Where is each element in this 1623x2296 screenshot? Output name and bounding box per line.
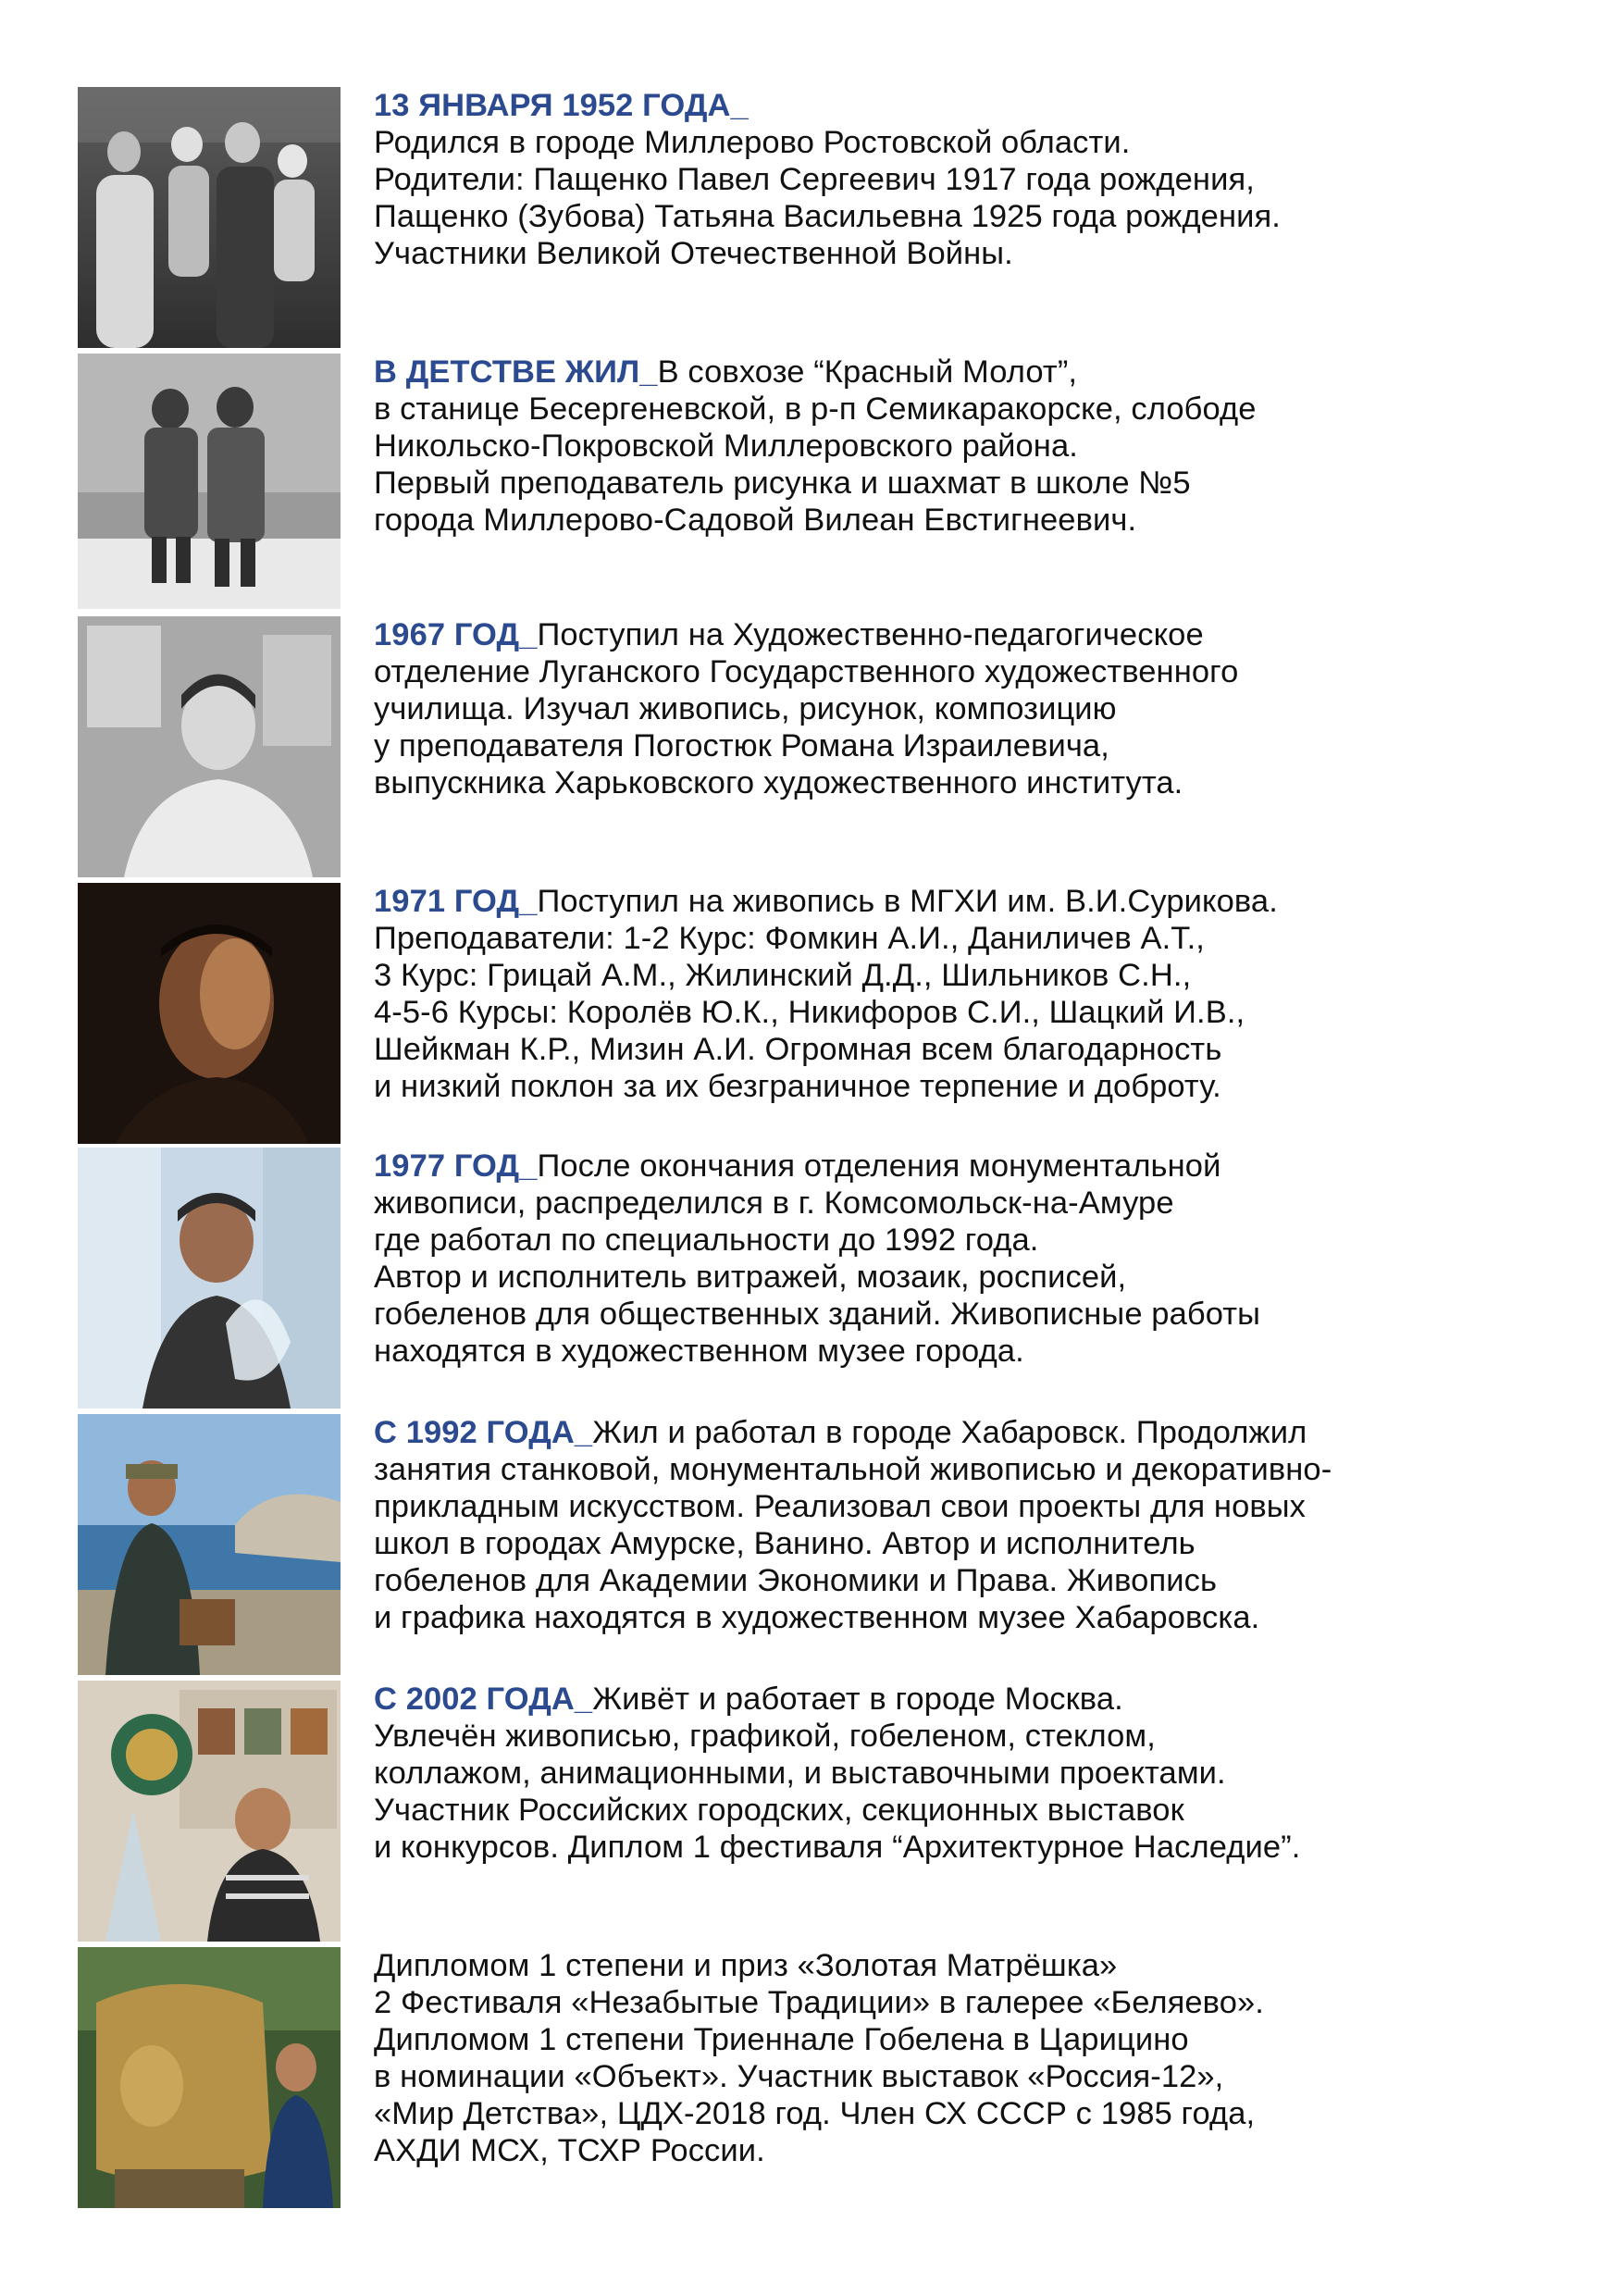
- entry-text: [374, 1148, 1577, 1370]
- student-photo: [78, 616, 341, 877]
- entry-first-line: Поступил на живопись в МГХИ им. В.И.Сурикова.: [537, 884, 1278, 919]
- entry-text: [374, 87, 1577, 272]
- entry-line: коллажом, анимационными, и выставочными проектами.: [374, 1756, 1226, 1791]
- entry-line: и графика находятся в художественном музее Хабаровска.: [374, 1600, 1260, 1635]
- entry-line: Участники Великой Отечественной Войны.: [374, 236, 1013, 271]
- entry-first-line: После окончания отделения монументальной: [537, 1148, 1221, 1184]
- entry-line: Пащенко (Зубова) Татьяна Васильевна 1925 года рождения.: [374, 199, 1281, 234]
- entry-text: [374, 354, 1577, 539]
- childhood-photo: [78, 354, 341, 609]
- entry-first-line: Дипломом 1 степени и приз «Золотая Матрёшка»: [374, 1948, 1118, 1983]
- entry-line: 2 Фестиваля «Незабытые Традиции» в галерее «Беляево».: [374, 1985, 1264, 2020]
- entry-line: Автор и исполнитель витражей, мозаик, росписей,: [374, 1260, 1127, 1295]
- entry-line: гобеленов для Академии Экономики и Права. Живопись: [374, 1563, 1218, 1598]
- entry-line: и конкурсов. Диплом 1 фестиваля “Архитектурное Наследие”.: [374, 1830, 1301, 1865]
- entry-line: в номинации «Объект». Участник выставок «Россия-12»,: [374, 2059, 1224, 2094]
- entry-heading: В ДЕТСТВЕ ЖИЛ_: [374, 354, 658, 390]
- entry-line: Родители: Пащенко Павел Сергеевич 1917 года рождения,: [374, 162, 1255, 197]
- seaside-photo: [78, 1414, 341, 1675]
- entry-heading: 13 ЯНВАРЯ 1952 ГОДА_: [374, 88, 749, 123]
- entry-line: у преподавателя Погостюк Романа Израилевича,: [374, 728, 1109, 763]
- entry-line: 4-5-6 Курсы: Королёв Ю.К., Никифоров С.И., Шацкий И.В.,: [374, 995, 1245, 1030]
- entry-line: Преподаватели: 1-2 Курс: Фомкин А.И., Даниличев А.Т.,: [374, 921, 1205, 956]
- entry-heading: 1971 ГОД_: [374, 884, 538, 919]
- entry-line: Никольско-Покровской Миллеровского района.: [374, 428, 1078, 464]
- entry-text: [374, 1414, 1577, 1636]
- entry-first-line: Жил и работал в городе Хабаровск. Продолжил: [592, 1415, 1307, 1450]
- entry-line: гобеленов для общественных зданий. Живописные работы: [374, 1297, 1261, 1332]
- entry-first-line: Живёт и работает в городе Москва.: [592, 1682, 1123, 1717]
- entry-line: Шейкман К.Р., Мизин А.И. Огромная всем благодарность: [374, 1032, 1222, 1067]
- entry-line: «Мир Детства», ЦДХ-2018 год. Член СХ СССР с 1985 года,: [374, 2096, 1256, 2131]
- entry-line: находятся в художественном музее города.: [374, 1334, 1024, 1369]
- entry-heading: 1977 ГОД_: [374, 1148, 538, 1184]
- entry-line: прикладным искусством. Реализовал свои проекты для новых: [374, 1489, 1307, 1524]
- monument-photo: [78, 1947, 341, 2208]
- entry-line: живописи, распределился в г. Комсомольск-на-Амуре: [374, 1185, 1174, 1221]
- entry-line: школ в городах Амурске, Ванино. Автор и исполнитель: [374, 1526, 1196, 1561]
- entry-line: города Миллерово-Садовой Вилеан Евстигнеевич.: [374, 503, 1137, 538]
- entry-line: Участник Российских городских, секционных выставок: [374, 1793, 1184, 1828]
- entry-line: Родился в городе Миллерово Ростовской области.: [374, 125, 1131, 160]
- entry-heading: 1967 ГОД_: [374, 617, 538, 652]
- entry-line: и низкий поклон за их безграничное терпение и доброту.: [374, 1069, 1221, 1104]
- entry-heading: С 1992 ГОДА_: [374, 1415, 593, 1450]
- entry-line: 3 Курс: Грицай А.М., Жилинский Д.Д., Шильников С.Н.,: [374, 958, 1192, 993]
- entry-line: выпускника Харьковского художественного института.: [374, 765, 1183, 800]
- portrait-photo: [78, 883, 341, 1144]
- entry-text: [374, 883, 1577, 1105]
- exhibition-photo: [78, 1681, 341, 1942]
- entry-heading: С 2002 ГОДА_: [374, 1682, 593, 1717]
- entry-text: [374, 616, 1577, 801]
- ice-sculpture-photo: [78, 1148, 341, 1409]
- entry-text: [374, 1947, 1577, 2169]
- entry-line: училища. Изучал живопись, рисунок, композицию: [374, 691, 1117, 726]
- entry-first-line: Поступил на Художественно-педагогическое: [537, 617, 1204, 652]
- family-photo: [78, 87, 341, 348]
- entry-line: в станице Бесергеневской, в р-п Семикаракорске, слободе: [374, 391, 1257, 427]
- entry-line: Увлечён живописью, графикой, гобеленом, стеклом,: [374, 1719, 1156, 1754]
- entry-line: Первый преподаватель рисунка и шахмат в школе №5: [374, 465, 1191, 501]
- entry-line: Дипломом 1 степени Триеннале Гобелена в Царицино: [374, 2022, 1189, 2057]
- entry-line: АХДИ МСХ, ТСХР России.: [374, 2133, 765, 2168]
- entry-line: где работал по специальности до 1992 года.: [374, 1222, 1039, 1258]
- entry-first-line: В совхозе “Красный Молот”,: [657, 354, 1078, 390]
- entry-text: [374, 1681, 1577, 1866]
- entry-line: занятия станковой, монументальной живописью и декоративно-: [374, 1452, 1332, 1487]
- entry-line: отделение Луганского Государственного художественного: [374, 654, 1239, 689]
